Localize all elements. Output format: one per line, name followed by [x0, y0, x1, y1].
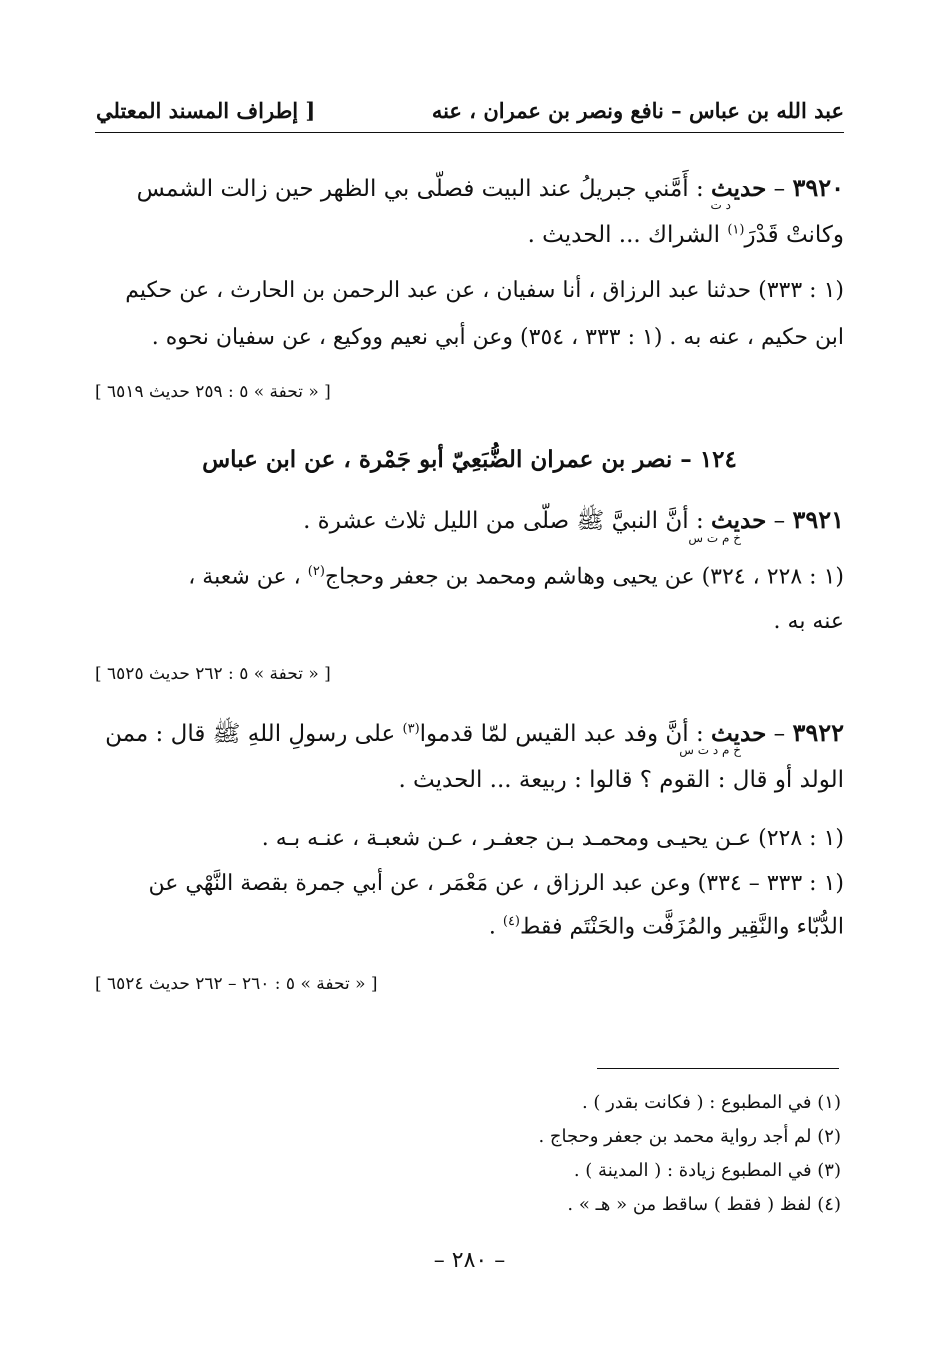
hadith-3920-line1: ٣٩٢٠ – حديث : أَمَّني جبريلُ عند البيت فصلّى بي الظهر حين زالت الشمس: [136, 173, 844, 202]
hadith-3922-line1: ٣٩٢٢ – حديث : أنَّ وفد عبد القيس لمّا قدموا$^{(٣)}$ على رسولِ اللهِ ﷺ قال : ممن: [105, 718, 844, 747]
isnad-line: ابن حكيم ، عنه به . (١ : ٣٣٣ ، ٣٥٤) وعن أبي نعيم ووكيع ، عن سفيان نحوه .: [151, 325, 844, 350]
hadith-3922-line2: الولد أو قال : القوم ؟ قالوا : ربيعة ... الحديث .: [398, 767, 844, 793]
running-header-book: [ إطراف المسند المعتلي: [96, 98, 316, 123]
page-number: – ٢٨٠ –: [433, 1248, 506, 1273]
isnad-line: (١ : ٢٢٨) عـن يحيـى ومحمـد بـن جعفـر ، عـن شعبـة ، عنـه بـه .: [261, 826, 844, 851]
isnad-line: (١ : ٣٣٣ – ٣٣٤) وعن عبد الرزاق ، عن مَعْمَر ، عن أبي جمرة بقصة النَّهْي عن: [148, 871, 844, 896]
isnad-line: الدُّبّاء والنَّقِير والمُزَفَّت والحَنْتَم فقط$^{(٤)}$ .: [488, 914, 844, 940]
hadith-number: ٣٩٢٠: [792, 173, 844, 202]
isnad-line: (١ : ٢٢٨ ، ٣٢٤) عن يحيى وهاشم ومحمد بن جعفر وحجاج$^{(٢)}$ ، عن شعبة ،: [188, 564, 844, 590]
footnote-mark: (٤): [502, 914, 520, 929]
hadith-sigla: د ت: [710, 198, 731, 212]
isnad-line: عنه به .: [773, 609, 844, 634]
footnote-mark: (١): [727, 222, 745, 238]
hadith-keyword: حديث: [711, 175, 767, 202]
hadith-3921-line1: ٣٩٢١ – حديث : أنَّ النبيَّ ﷺ صلّى من الليل ثلاث عشرة .: [303, 505, 844, 534]
hadith-3920-line2: وكانتْ قَدْرَ$^{(١)}$ الشراك ... الحديث .: [527, 222, 844, 248]
footnote-3: (٣) في المطبوع زيادة : ( المدينة ) .: [573, 1160, 841, 1181]
footnote-4: (٤) لفظ ( فقط ) ساقط من « هـ » .: [567, 1194, 841, 1215]
hadith-sigla: خ م ت س: [688, 531, 741, 545]
running-header-title: عبد الله بن عباس – نافع ونصر بن عمران ، عنه: [431, 98, 844, 123]
isnad-line: (١ : ٣٣٣) حدثنا عبد الرزاق ، أنا سفيان ، عن عبد الرحمن بن الحارث ، عن حكيم: [125, 278, 844, 303]
tuhfa-reference: [ « تحفة » ٥ : ٢٥٩ حديث ٦٥١٩ ]: [95, 382, 331, 402]
hadith-keyword: حديث: [711, 507, 767, 534]
tuhfa-reference: [ « تحفة » ٥ : ٢٦٢ حديث ٦٥٢٥ ]: [95, 664, 331, 684]
hadith-keyword: حديث: [711, 720, 767, 747]
hadith-text: : أَمَّني جبريلُ عند البيت فصلّى بي الظهر حين زالت الشمس: [136, 176, 704, 202]
chapter-heading: ١٢٤ – نصر بن عمران الضُّبَعِيّ أبو جَمْرة ، عن ابن عباس: [202, 446, 737, 473]
footnote-mark: (٣): [402, 721, 420, 737]
footnote-mark: (٢): [307, 564, 325, 579]
footnote-2: (٢) لم أجد رواية محمد بن جعفر وحجاج .: [538, 1126, 841, 1147]
tuhfa-reference: [ « تحفة » ٥ : ٢٦٠ – ٢٦٢ حديث ٦٥٢٤ ]: [95, 974, 378, 994]
hadith-text: : أنَّ النبيَّ ﷺ صلّى من الليل ثلاث عشرة .: [303, 508, 704, 534]
footnote-1: (١) في المطبوع : ( فكانت بقدر ) .: [581, 1092, 841, 1113]
header-rule: [95, 132, 844, 133]
hadith-number: ٣٩٢٢: [792, 718, 844, 747]
hadith-sigla: خ م د ت س: [679, 743, 741, 757]
footnote-separator: [597, 1068, 839, 1069]
hadith-number: ٣٩٢١: [792, 505, 844, 534]
